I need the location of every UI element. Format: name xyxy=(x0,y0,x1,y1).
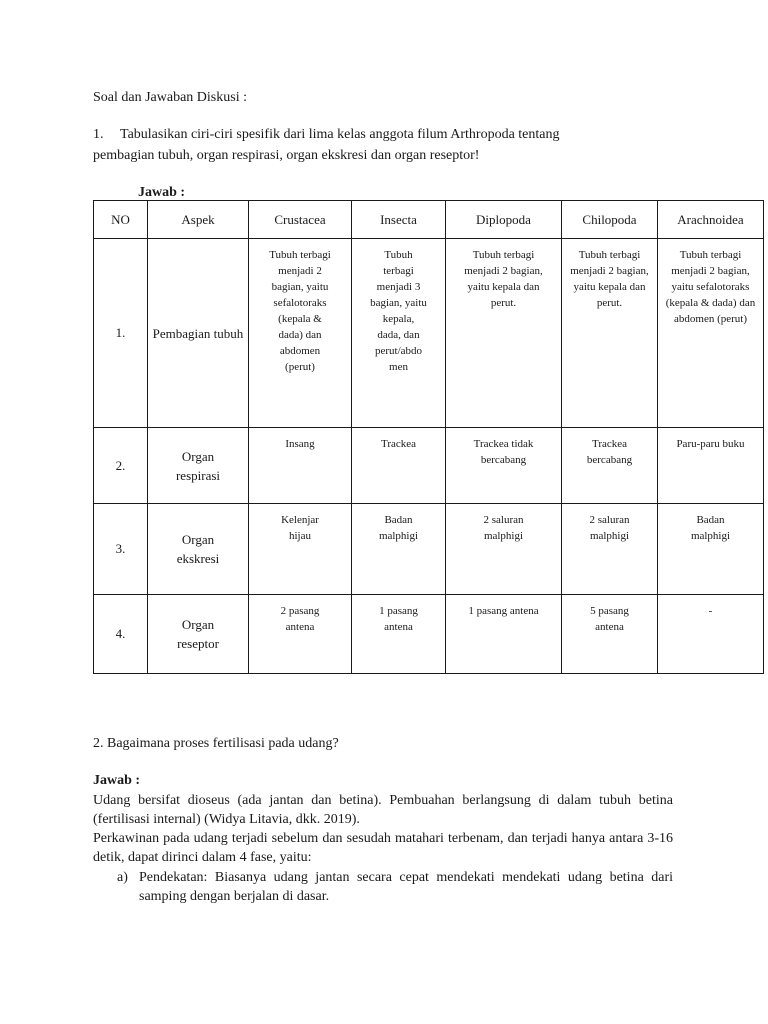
cell-text: Badan malphigi xyxy=(378,514,419,542)
cell-text: Tubuh terbagi menjadi 2 bagian, yaitu kepala dan perut. xyxy=(570,249,649,309)
header-aspek: Aspek xyxy=(148,201,249,239)
cell-text: Trackea bercabang xyxy=(586,438,633,466)
answer-2-paragraph-2: Perkawinan pada udang terjadi sebelum dan sesudah matahari terbenam, dan terjadi hanya antara 3-16 detik, dapat dirinci dalam 4 fase, yaitu: xyxy=(93,831,673,865)
header-insecta: Insecta xyxy=(352,201,446,239)
list-item-text: Pendekatan: Biasanya udang jantan secara cepat mendekati mendekati udang betina dari samping dengan berjalan di dasar. xyxy=(139,870,673,904)
header-crustacea: Crustacea xyxy=(249,201,352,239)
row-number: 3. xyxy=(94,504,148,595)
cell-text: Tubuh terbagi menjadi 2 bagian, yaitu sefalotoraks (kepala & dada) dan abdomen (perut) xyxy=(269,249,331,373)
row-number: 1. xyxy=(94,239,148,428)
table-row xyxy=(94,239,764,428)
cell-text: 2 saluran malphigi xyxy=(483,514,524,542)
table-row xyxy=(94,428,764,504)
header-diplopoda: Diplopoda xyxy=(446,201,562,239)
question-2: 2. Bagaimana proses fertilisasi pada udang? xyxy=(93,736,339,751)
row-number: 2. xyxy=(94,428,148,504)
cell-text: Tubuh terbagi menjadi 3 bagian, yaitu kepala, dada, dan perut/abdo men xyxy=(370,249,427,373)
row-aspect: Organ reseptor xyxy=(148,595,249,674)
table-cell xyxy=(562,239,658,428)
list-marker: a) xyxy=(117,870,128,885)
cell-text: Paru-paru buku xyxy=(676,438,745,450)
row-aspect: Pembagian tubuh xyxy=(148,239,249,428)
cell-text: - xyxy=(708,605,713,617)
table-cell xyxy=(562,504,658,595)
question-1-number: 1. xyxy=(93,127,104,142)
answer-1-label: Jawab : xyxy=(138,185,186,200)
table-cell xyxy=(352,239,446,428)
question-1-line-1: Tabulasikan ciri-ciri spesifik dari lima kelas anggota filum Arthropoda tentang xyxy=(120,127,560,142)
table-cell xyxy=(658,595,764,674)
table-row xyxy=(94,595,764,674)
row-number: 4. xyxy=(94,595,148,674)
answer-2-paragraph-1: Udang bersifat dioseus (ada jantan dan betina). Pembuahan berlangsung di dalam tubuh betina (fertilisasi internal) (Widya Litavia, dkk. 2019). xyxy=(93,793,673,827)
cell-text: 5 pasang antena xyxy=(590,605,629,633)
cell-text: Insang xyxy=(285,438,315,450)
row-aspect: Organ respirasi xyxy=(148,428,249,504)
table-cell xyxy=(658,428,764,504)
row-aspect: Organ ekskresi xyxy=(148,504,249,595)
header-no: NO xyxy=(94,201,148,239)
table-cell xyxy=(658,239,764,428)
table-cell xyxy=(562,595,658,674)
cell-text: 2 saluran malphigi xyxy=(589,514,630,542)
cell-text: Tubuh terbagi menjadi 2 bagian, yaitu kepala dan perut. xyxy=(464,249,543,309)
cell-text: 2 pasang antena xyxy=(280,605,320,633)
table-cell xyxy=(249,504,352,595)
table-cell xyxy=(446,239,562,428)
table-cell xyxy=(446,595,562,674)
cell-text: Badan malphigi xyxy=(690,514,731,542)
answer-2-label: Jawab : xyxy=(93,773,141,788)
header-chilopoda: Chilopoda xyxy=(562,201,658,239)
table-cell xyxy=(562,428,658,504)
table-cell xyxy=(352,428,446,504)
table-cell xyxy=(352,595,446,674)
cell-text: 1 pasang antena xyxy=(379,605,418,633)
table-cell xyxy=(658,504,764,595)
cell-text: Trackea xyxy=(380,438,417,450)
table-cell xyxy=(249,239,352,428)
table-cell xyxy=(249,595,352,674)
header-arachnoidea: Arachnoidea xyxy=(658,201,764,239)
table-cell xyxy=(249,428,352,504)
cell-text: Tubuh terbagi menjadi 2 bagian, yaitu sefalotoraks (kepala & dada) dan abdomen (perut) xyxy=(665,249,756,325)
table-cell xyxy=(446,504,562,595)
table-row xyxy=(94,504,764,595)
document-title: Soal dan Jawaban Diskusi : xyxy=(93,90,247,105)
table-header-row xyxy=(94,201,764,239)
table-cell xyxy=(446,428,562,504)
cell-text: Trackea tidak bercabang xyxy=(473,438,534,466)
arthropoda-table xyxy=(93,200,764,674)
question-1-line-2: pembagian tubuh, organ respirasi, organ ekskresi dan organ reseptor! xyxy=(93,148,480,163)
table-cell xyxy=(352,504,446,595)
cell-text: 1 pasang antena xyxy=(468,605,539,617)
cell-text: Kelenjar hijau xyxy=(281,514,319,542)
